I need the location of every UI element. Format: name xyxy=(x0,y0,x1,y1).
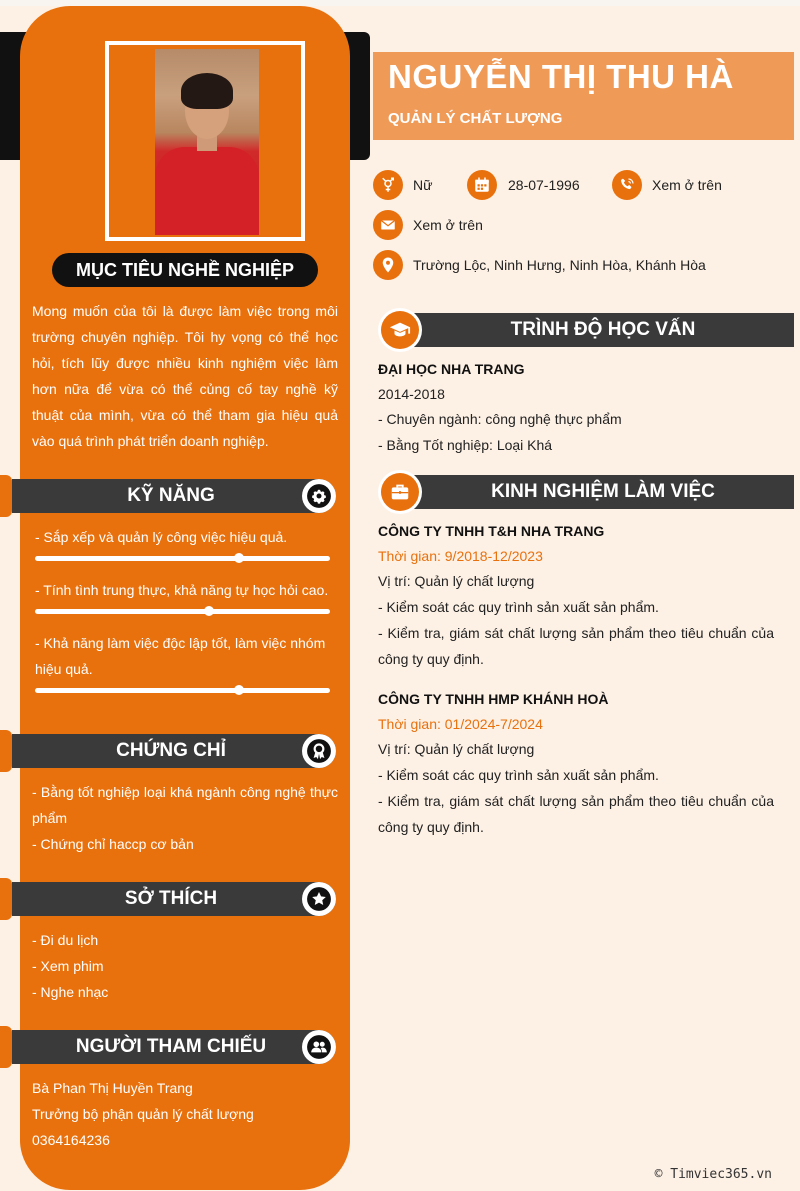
references-section-header xyxy=(0,1026,338,1068)
gender-icon xyxy=(373,170,403,200)
job-2-position: Vị trí: Quản lý chất lượng xyxy=(378,741,535,757)
experience-section-header xyxy=(378,470,794,514)
reference-title: Trưởng bộ phận quản lý chất lượng xyxy=(32,1106,254,1122)
experience-title: KINH NGHIỆM LÀM VIỆC xyxy=(491,481,715,502)
hobbies-title: SỞ THÍCH xyxy=(124,888,218,909)
phone-icon xyxy=(612,170,642,200)
job-1-company: CÔNG TY TNHH T&H NHA TRANG xyxy=(378,523,605,539)
briefcase-icon xyxy=(381,473,419,511)
birthday-value: 28-07-1996 xyxy=(508,177,580,193)
users-icon xyxy=(302,1030,336,1064)
gender-value: Nữ xyxy=(413,177,433,193)
skill-item-2: - Tính tình trung thực, khả năng tự học hỏi cao. xyxy=(35,582,329,598)
education-period: 2014-2018 xyxy=(378,386,445,402)
education-section-header xyxy=(378,308,794,352)
award-icon xyxy=(302,734,336,768)
certificates-title: CHỨNG CHỈ xyxy=(116,740,226,761)
certificate-item-2: - Chứng chỉ haccp cơ bản xyxy=(32,836,194,852)
job-1-position: Vị trí: Quản lý chất lượng xyxy=(378,573,535,589)
email-icon xyxy=(373,210,403,240)
job-2-duty-2: - Kiểm tra, giám sát chất lượng sản phẩm theo tiêu chuẩn của công ty quy định. xyxy=(378,793,774,835)
references-title: NGƯỜI THAM CHIẾU xyxy=(75,1036,267,1057)
job-1-duty-1: - Kiểm soát các quy trình sản xuất sản phẩm. xyxy=(378,599,659,615)
email-value: Xem ở trên xyxy=(413,217,483,233)
reference-phone: 0364164236 xyxy=(32,1132,110,1148)
skill-bar-2 xyxy=(35,609,330,614)
job-2-company: CÔNG TY TNHH HMP KHÁNH HOÀ xyxy=(378,691,609,707)
hobby-item-1: - Đi du lịch xyxy=(32,932,99,948)
education-degree: - Bằng Tốt nghiệp: Loại Khá xyxy=(378,437,553,453)
location-icon xyxy=(373,250,403,280)
job-1-time: Thời gian: 9/2018-12/2023 xyxy=(378,548,543,564)
education-title: TRÌNH ĐỘ HỌC VẤN xyxy=(510,319,696,340)
gear-icon xyxy=(302,479,336,513)
skills-section-header xyxy=(0,475,338,517)
skills-title: KỸ NĂNG xyxy=(127,485,215,506)
job-title: QUẢN LÝ CHẤT LƯỢNG xyxy=(388,110,563,127)
skill-bar-3 xyxy=(35,688,330,693)
education-school: ĐẠI HỌC NHA TRANG xyxy=(378,361,525,377)
reference-name: Bà Phan Thị Huyền Trang xyxy=(32,1080,193,1096)
education-major: - Chuyên ngành: công nghệ thực phẩm xyxy=(378,411,622,427)
full-name: NGUYỄN THỊ THU HÀ xyxy=(388,58,734,95)
objective-title: MỤC TIÊU NGHỀ NGHIỆP xyxy=(52,253,318,287)
job-1-duty-2: - Kiểm tra, giám sát chất lượng sản phẩm theo tiêu chuẩn của công ty quy định. xyxy=(378,625,774,667)
profile-photo-frame xyxy=(105,41,305,241)
star-icon xyxy=(302,882,336,916)
profile-photo xyxy=(155,49,259,235)
certificate-item-1: - Bằng tốt nghiệp loại khá ngành công nghệ thực phẩm xyxy=(32,784,338,826)
skill-item-1: - Sắp xếp và quản lý công việc hiệu quả. xyxy=(35,529,288,545)
calendar-icon xyxy=(467,170,497,200)
job-2-duty-1: - Kiểm soát các quy trình sản xuất sản phẩm. xyxy=(378,767,659,783)
skill-bar-1 xyxy=(35,556,330,561)
certificates-section-header xyxy=(0,730,338,772)
hobby-item-3: - Nghe nhạc xyxy=(32,984,109,1000)
hobbies-section-header xyxy=(0,878,338,920)
phone-value: Xem ở trên xyxy=(652,177,722,193)
footer-copyright: © Timviec365.vn xyxy=(654,1167,772,1182)
objective-text: Mong muốn của tôi là được làm việc trong môi trường chuyên nghiệp. Tôi hy vọng có thể học hỏi, tích lũy được nhiều kinh nghiệm việc làm hơn nữa để vừa có thể củng cố tay nghề kỹ thuật của mình, vừa có thể tham gia hiệu quả vào quá trình phát triển doanh nghiệp. xyxy=(32,303,338,449)
hobby-item-2: - Xem phim xyxy=(32,958,104,974)
graduation-cap-icon xyxy=(381,311,419,349)
name-header xyxy=(373,52,794,140)
address-value: Trường Lộc, Ninh Hưng, Ninh Hòa, Khánh Hòa xyxy=(413,257,706,273)
skill-item-3: - Khả năng làm việc độc lập tốt, làm việc nhóm hiệu quả. xyxy=(35,635,326,677)
job-2-time: Thời gian: 01/2024-7/2024 xyxy=(378,716,543,732)
